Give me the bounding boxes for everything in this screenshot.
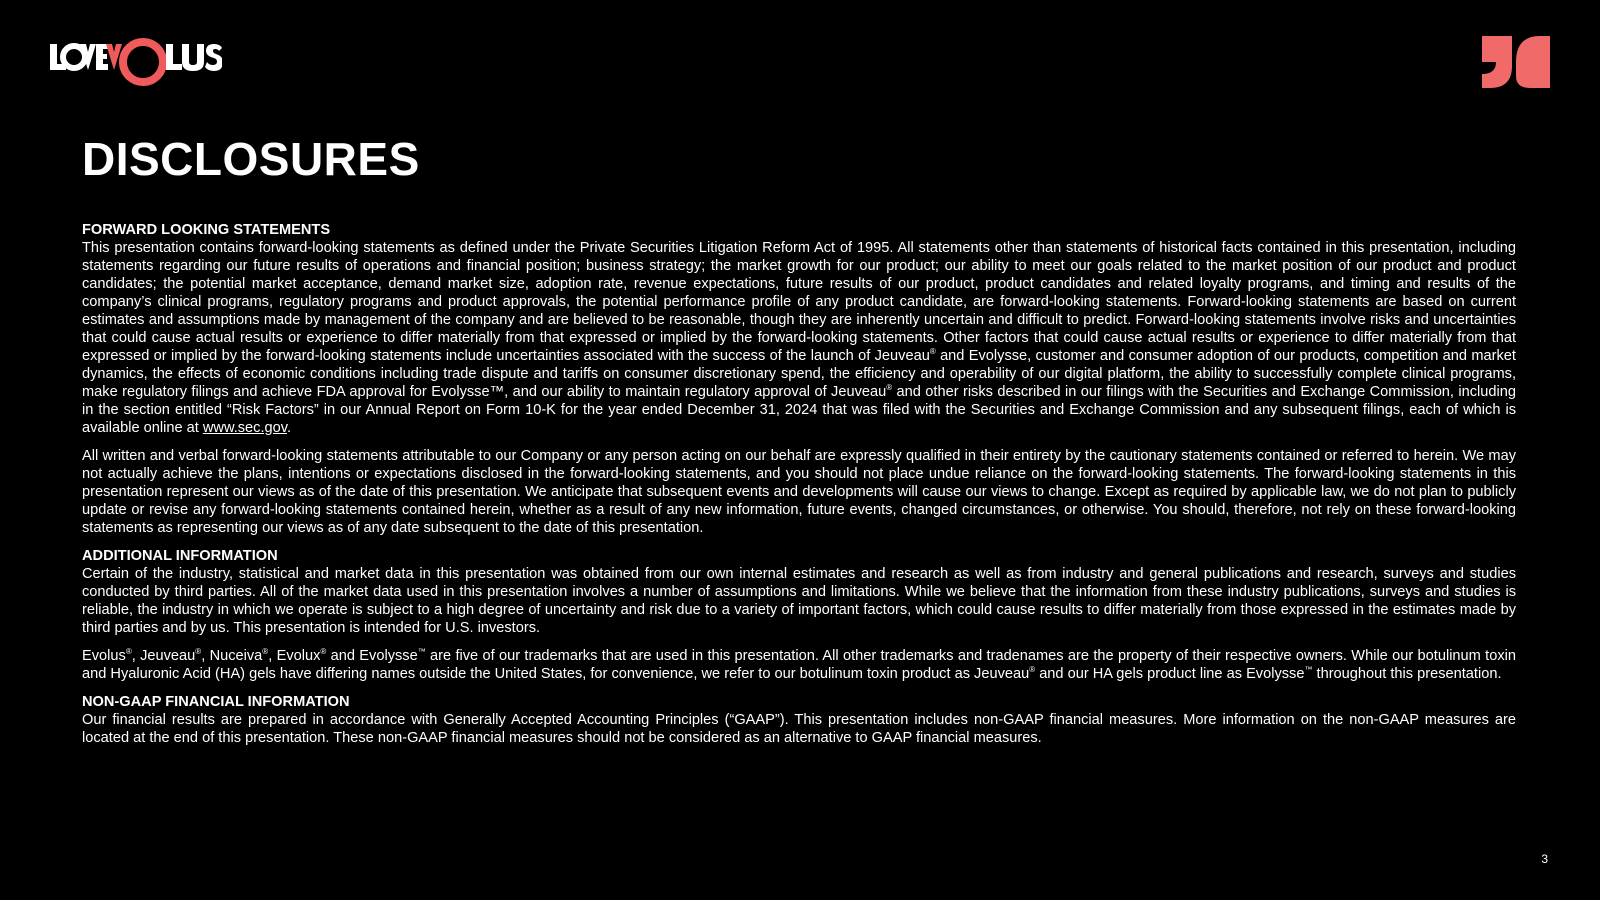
non-gaap-section [82,693,1516,747]
additional-information-section [82,547,1516,683]
trademarks-paragraph [82,647,1516,683]
registered-mark: ® [886,383,893,393]
text-run: and other risks described in our filings with the Securities and Exchange Commission, including in the section entitled “Risk Factors” in our Annual Report on Form 10-K for the year ended December 31, 2024 that was filed with the Securities and Exchange Commission and any subsequent filings, each of which is available online at [82,384,1516,436]
disclosures-body [82,221,1516,757]
non-gaap-paragraph: Our financial results are prepared in accordance with Generally Accepted Accounting Principles (“GAAP”). This presentation includes non-GAAP financial measures. More information on the non-GAAP measures are located at the end of this presentation. These non-GAAP financial measures should not be considered as an alternative to GAAP financial measures. [82,712,1516,746]
registered-mark: ® [262,647,269,657]
text-run: . [286,420,292,436]
text-run: and Evolysse, customer and consumer adoption of our products, competition and market dynamics, the effects of economic conditions including trade dispute and tariffs on consumer discretionary spend, the efficiency and operability of our digital platform, the ability to successfully complete clinical programs, make regulatory filings and achieve FDA approval for Evolysse™, and our ability to maintain regulatory approval of Jeuveau [82,348,1516,400]
registered-mark: ® [195,647,202,657]
page-number: 3 [1541,852,1548,866]
registered-mark: ® [125,647,132,657]
page-title: DISCLOSURES [82,133,420,185]
forward-looking-section [82,221,1516,537]
section-heading: ADDITIONAL INFORMATION [82,548,278,564]
trademark-mark: ™ [417,647,426,657]
text-run: are five of our trademarks that are used in this presentation. All other trademarks and tradenames are the property of their respective owners. While our botulinum toxin and Hyaluronic Acid (HA) gels have differing names outside the United States, for convenience, we refer to our botulinum toxin product as Jeuveau [82,648,1516,682]
forward-looking-paragraph-2: All written and verbal forward-looking statements attributable to our Company or any person acting on our behalf are expressly qualified in their entirety by the cautionary statements contained or referred to herein. We may not actually achieve the plans, intentions or expectations disclosed in the forward-looking statements, and you should not place undue reliance on the forward-looking statements. The forward-looking statements in this presentation represent our views as of the date of this presentation. We anticipate that subsequent events and developments will cause our views to change. Except as required by applicable law, we do not plan to publicly update or revise any forward-looking statements contained herein, whether as a result of any new information, future events, changed circumstances, or otherwise. You should, therefore, not rely on these forward-looking statements as representing our views as of any date subsequent to the date of this presentation. [82,448,1516,536]
text-run: Evolus [82,648,126,664]
section-heading: NON-GAAP FINANCIAL INFORMATION [82,694,350,710]
forward-looking-paragraph-1 [82,239,1516,437]
text-run: , Nuceiva [201,648,263,664]
text-run: , Jeuveau [131,648,196,664]
sec-gov-link[interactable]: www.sec.gov [202,420,287,436]
registered-mark: ® [320,647,327,657]
registered-mark: ® [1029,665,1036,675]
company-logo [50,36,222,88]
text-run: and Evolysse [326,648,418,664]
registered-mark: ® [929,347,936,357]
text-run: , Evolux [268,648,321,664]
trademark-mark: ™ [1304,665,1313,675]
brand-mark-icon [1482,36,1550,88]
section-heading: FORWARD LOOKING STATEMENTS [82,222,331,238]
text-run: and our HA gels product line as Evolysse [1035,666,1305,682]
text-run: This presentation contains forward-looking statements as defined under the Private Securities Litigation Reform Act of 1995. All statements other than statements of historical facts contained in this presentation, including statements regarding our future results of operations and financial position; business strategy; the market growth for our product; our ability to meet our goals related to the market position of our product and product candidates; the potential market acceptance, demand market size, adoption rate, revenue expectations, future results of our product, product candidates and related loyalty programs, and timing and results of the company’s clinical programs, regulatory programs and product approvals, the potential performance profile of any product candidate, are forward-looking statements. Forward-looking statements are based on current estimates and assumptions made by management of the company and are believed to be reasonable, though they are inherently uncertain and difficult to predict. Forward-looking statements involve risks and uncertainties that could cause actual results or experience to differ materially from that expressed or implied by the forward-looking statements. Other factors that could cause actual results or experience to differ materially from that expressed or implied by the forward-looking statements include uncertainties associated with the success of the launch of Jeuveau [82,240,1516,364]
text-run: throughout this presentation. [1312,666,1502,682]
additional-information-paragraph: Certain of the industry, statistical and market data in this presentation was obtained from our own internal estimates and research as well as from industry and general publications and research, surveys and studies conducted by third parties. All of the market data used in this presentation involves a number of assumptions and limitations. While we believe that the information from these industry publications, surveys and studies is reliable, the industry in which we operate is subject to a high degree of uncertainty and risk due to a variety of important factors, which could cause results to differ materially from those expressed in the estimates made by third parties and by us. This presentation is intended for U.S. investors. [82,566,1516,636]
